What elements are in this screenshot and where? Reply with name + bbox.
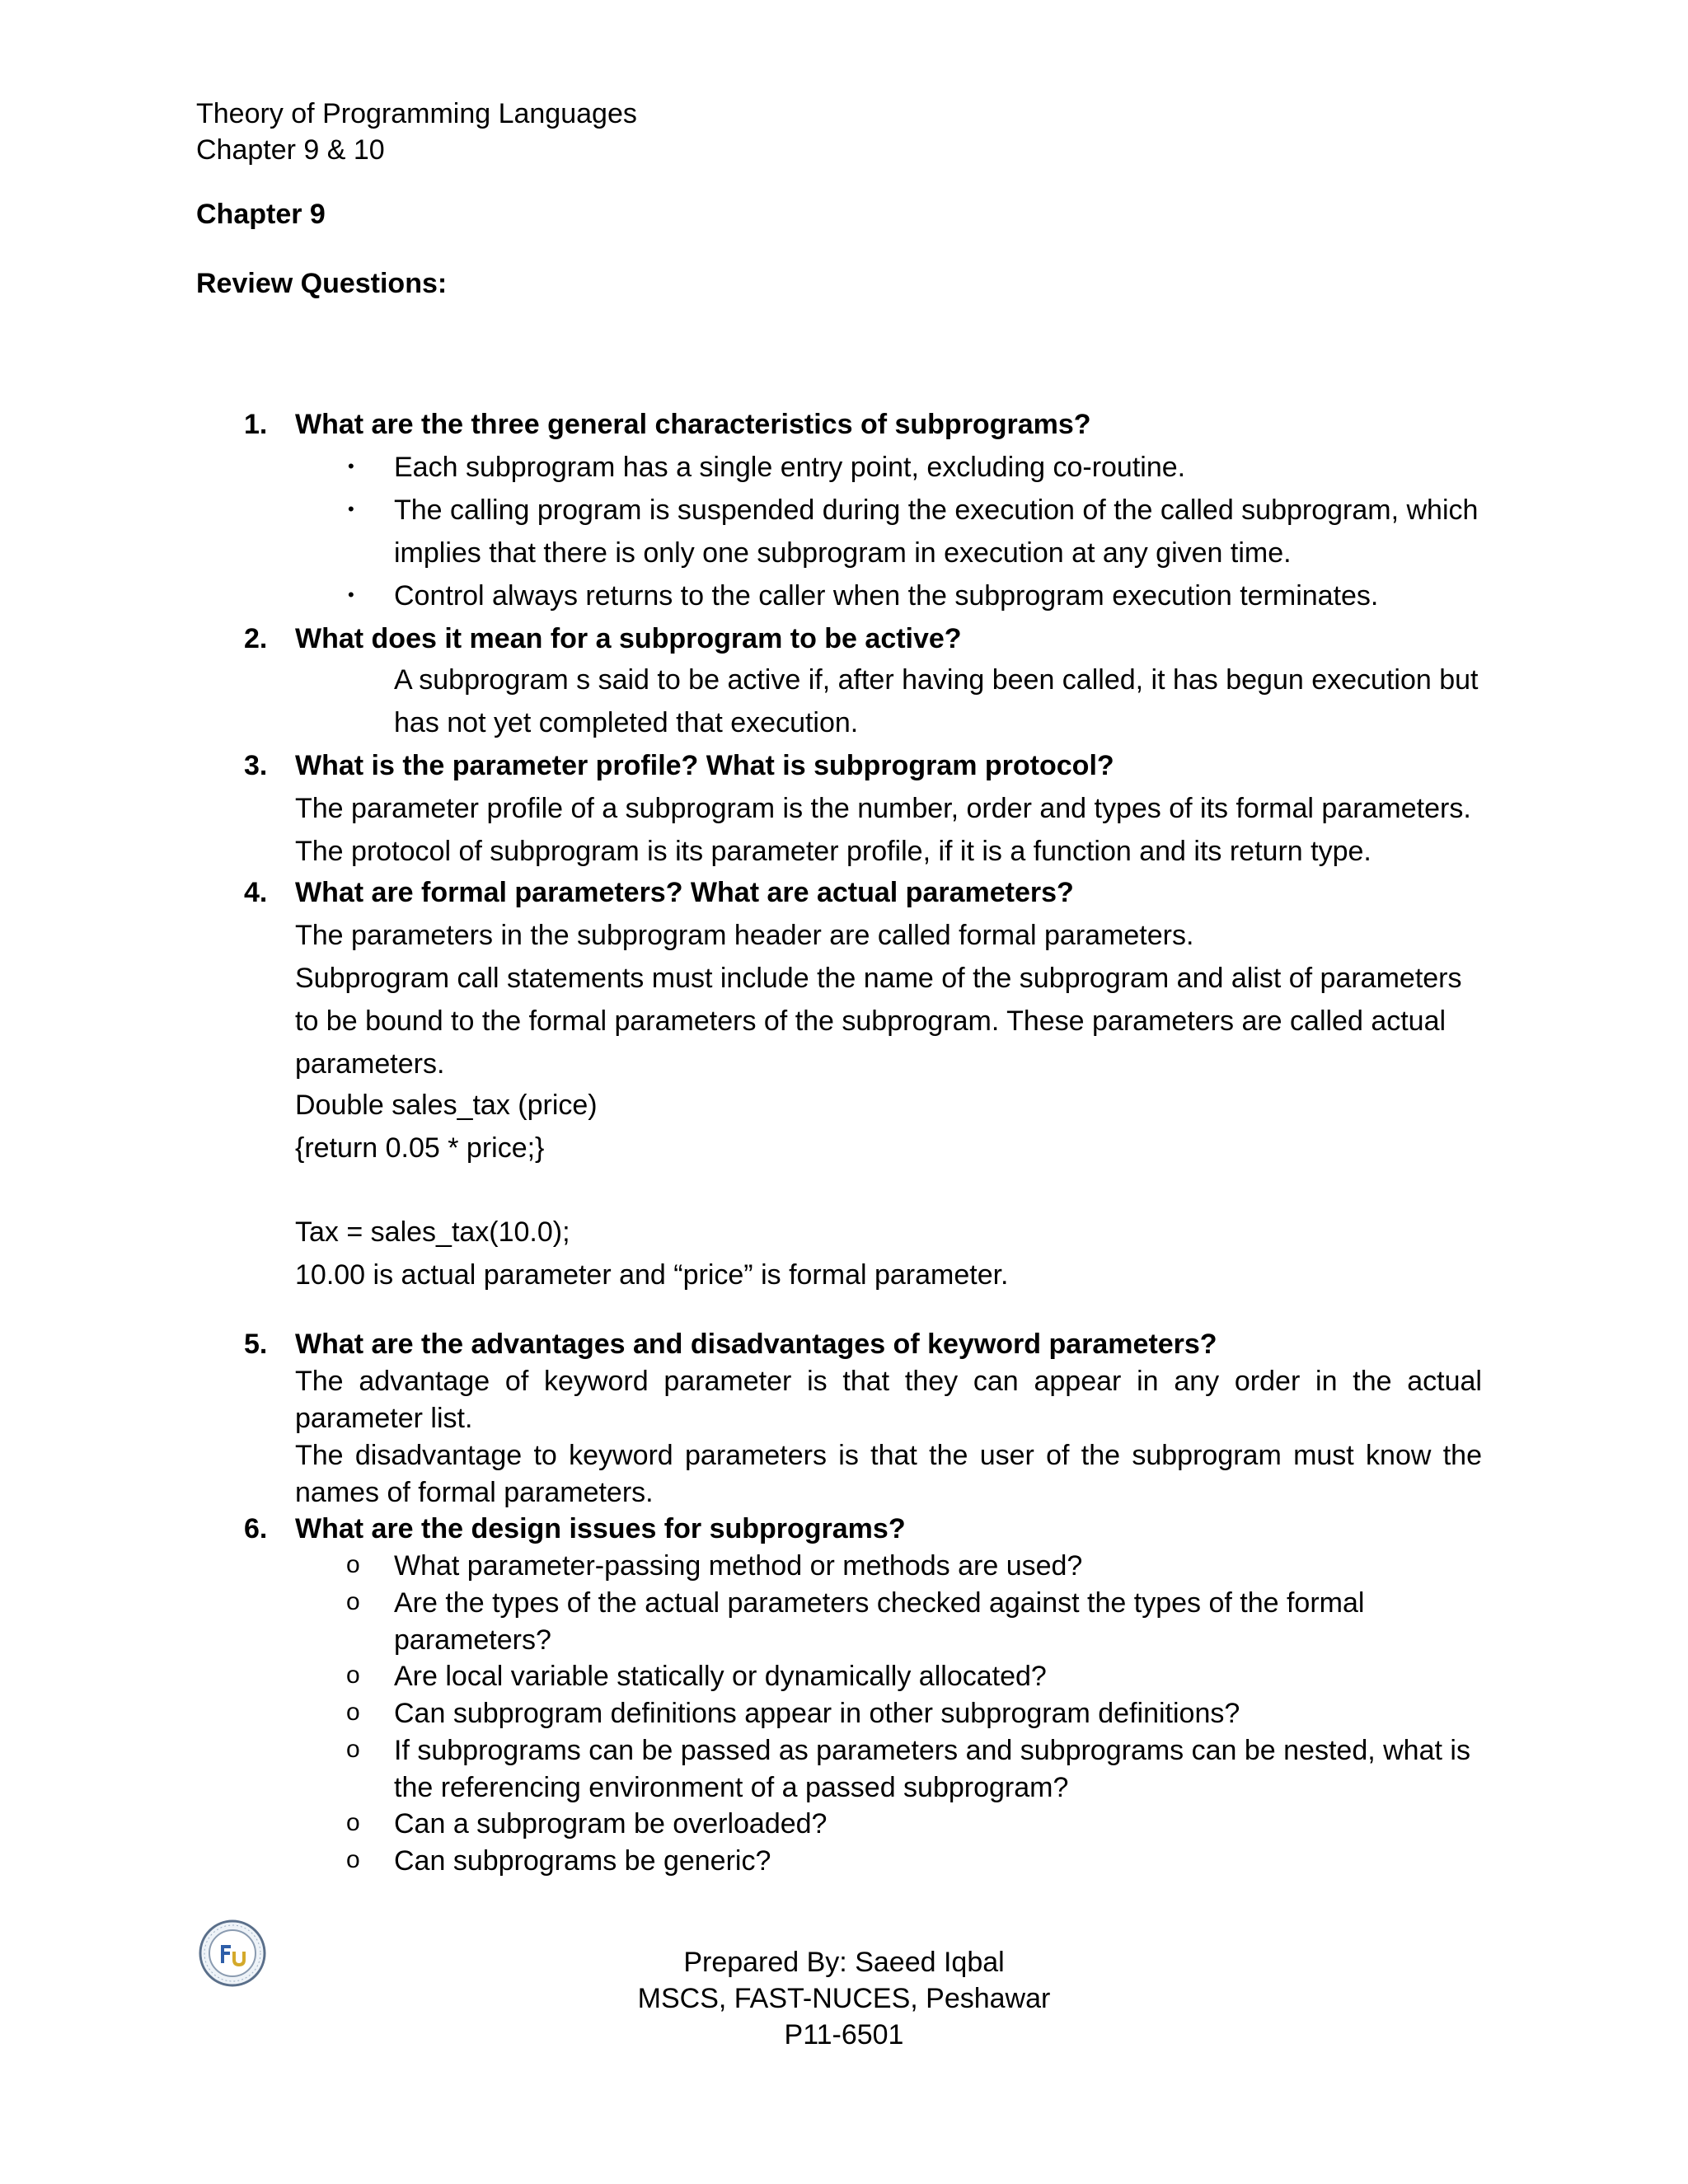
answer-line: parameters.: [295, 1048, 445, 1080]
bullet-icon: •: [348, 456, 354, 476]
bullet-text: What parameter-passing method or methods are used?: [394, 1550, 1083, 1582]
bullet-text-continued: implies that there is only one subprogram in execution at any given time.: [394, 537, 1292, 569]
answer-line: names of formal parameters.: [295, 1477, 654, 1508]
circle-bullet-icon: o: [346, 1661, 360, 1689]
bullet-text: Are local variable statically or dynamically allocated?: [394, 1661, 1047, 1692]
question-text: What are the design issues for subprograms?: [295, 1513, 906, 1544]
circle-bullet-icon: o: [346, 1551, 360, 1578]
chapters-subtitle: Chapter 9 & 10: [196, 134, 385, 166]
answer-line: The disadvantage to keyword parameters is that the user of the subprogram must know the: [295, 1440, 1482, 1471]
answer-line: parameter list.: [295, 1403, 473, 1434]
question-number: 6.: [244, 1513, 268, 1544]
code-line: {return 0.05 * price;}: [295, 1132, 545, 1164]
circle-bullet-icon: o: [346, 1588, 360, 1615]
question-number: 4.: [244, 877, 268, 908]
question-number: 3.: [244, 750, 268, 781]
bullet-text: Can subprograms be generic?: [394, 1845, 771, 1877]
question-text: What are the three general characteristics of subprograms?: [295, 409, 1091, 440]
footer-author: Prepared By: Saeed Iqbal: [683, 1947, 1005, 1978]
question-text: What are the advantages and disadvantages of keyword parameters?: [295, 1329, 1217, 1360]
question-text: What is the parameter profile? What is subprogram protocol?: [295, 750, 1114, 781]
question-text: What does it mean for a subprogram to be active?: [295, 623, 962, 654]
bullet-text: Are the types of the actual parameters checked against the types of the formal: [394, 1587, 1365, 1619]
answer-line: The protocol of subprogram is its parameter profile, if it is a function and its return type.: [295, 836, 1372, 867]
question-number: 5.: [244, 1329, 268, 1360]
answer-line: A subprogram s said to be active if, after having been called, it has begun execution but: [394, 664, 1479, 696]
circle-bullet-icon: o: [346, 1809, 360, 1836]
bullet-text-continued: the referencing environment of a passed subprogram?: [394, 1772, 1069, 1803]
bullet-text: Each subprogram has a single entry point, excluding co-routine.: [394, 452, 1186, 483]
circle-bullet-icon: o: [346, 1846, 360, 1873]
bullet-text: The calling program is suspended during the execution of the called subprogram, which: [394, 494, 1479, 526]
answer-line: has not yet completed that execution.: [394, 707, 859, 738]
bullet-icon: •: [348, 584, 354, 605]
answer-line: The parameter profile of a subprogram is the number, order and types of its formal parameters.: [295, 793, 1471, 824]
answer-line: 10.00 is actual parameter and “price” is formal parameter.: [295, 1259, 1009, 1291]
code-line: Double sales_tax (price): [295, 1090, 598, 1121]
question-text: What are formal parameters? What are actual parameters?: [295, 877, 1074, 908]
bullet-text-continued: parameters?: [394, 1624, 551, 1656]
answer-line: The advantage of keyword parameter is that they can appear in any order in the actual: [295, 1366, 1482, 1397]
question-number: 2.: [244, 623, 268, 654]
bullet-icon: •: [348, 499, 354, 519]
bullet-text: Control always returns to the caller when the subprogram execution terminates.: [394, 580, 1379, 612]
bullet-text: Can a subprogram be overloaded?: [394, 1808, 828, 1840]
bullet-text: Can subprogram definitions appear in other subprogram definitions?: [394, 1698, 1240, 1729]
footer-program: MSCS, FAST-NUCES, Peshawar: [637, 1983, 1051, 2014]
circle-bullet-icon: o: [346, 1699, 360, 1726]
answer-line: Subprogram call statements must include the name of the subprogram and alist of parameters: [295, 963, 1462, 994]
bullet-text: If subprograms can be passed as parameters and subprograms can be nested, what is: [394, 1735, 1470, 1766]
chapter-heading: Chapter 9: [196, 199, 326, 230]
answer-line: The parameters in the subprogram header are called formal parameters.: [295, 920, 1194, 951]
answer-line: to be bound to the formal parameters of the subprogram. These parameters are called actual: [295, 1005, 1447, 1037]
footer-id: P11-6501: [784, 2019, 904, 2050]
code-line: Tax = sales_tax(10.0);: [295, 1216, 570, 1248]
course-title: Theory of Programming Languages: [196, 98, 637, 129]
circle-bullet-icon: o: [346, 1736, 360, 1763]
section-heading: Review Questions:: [196, 268, 448, 299]
question-number: 1.: [244, 409, 268, 440]
